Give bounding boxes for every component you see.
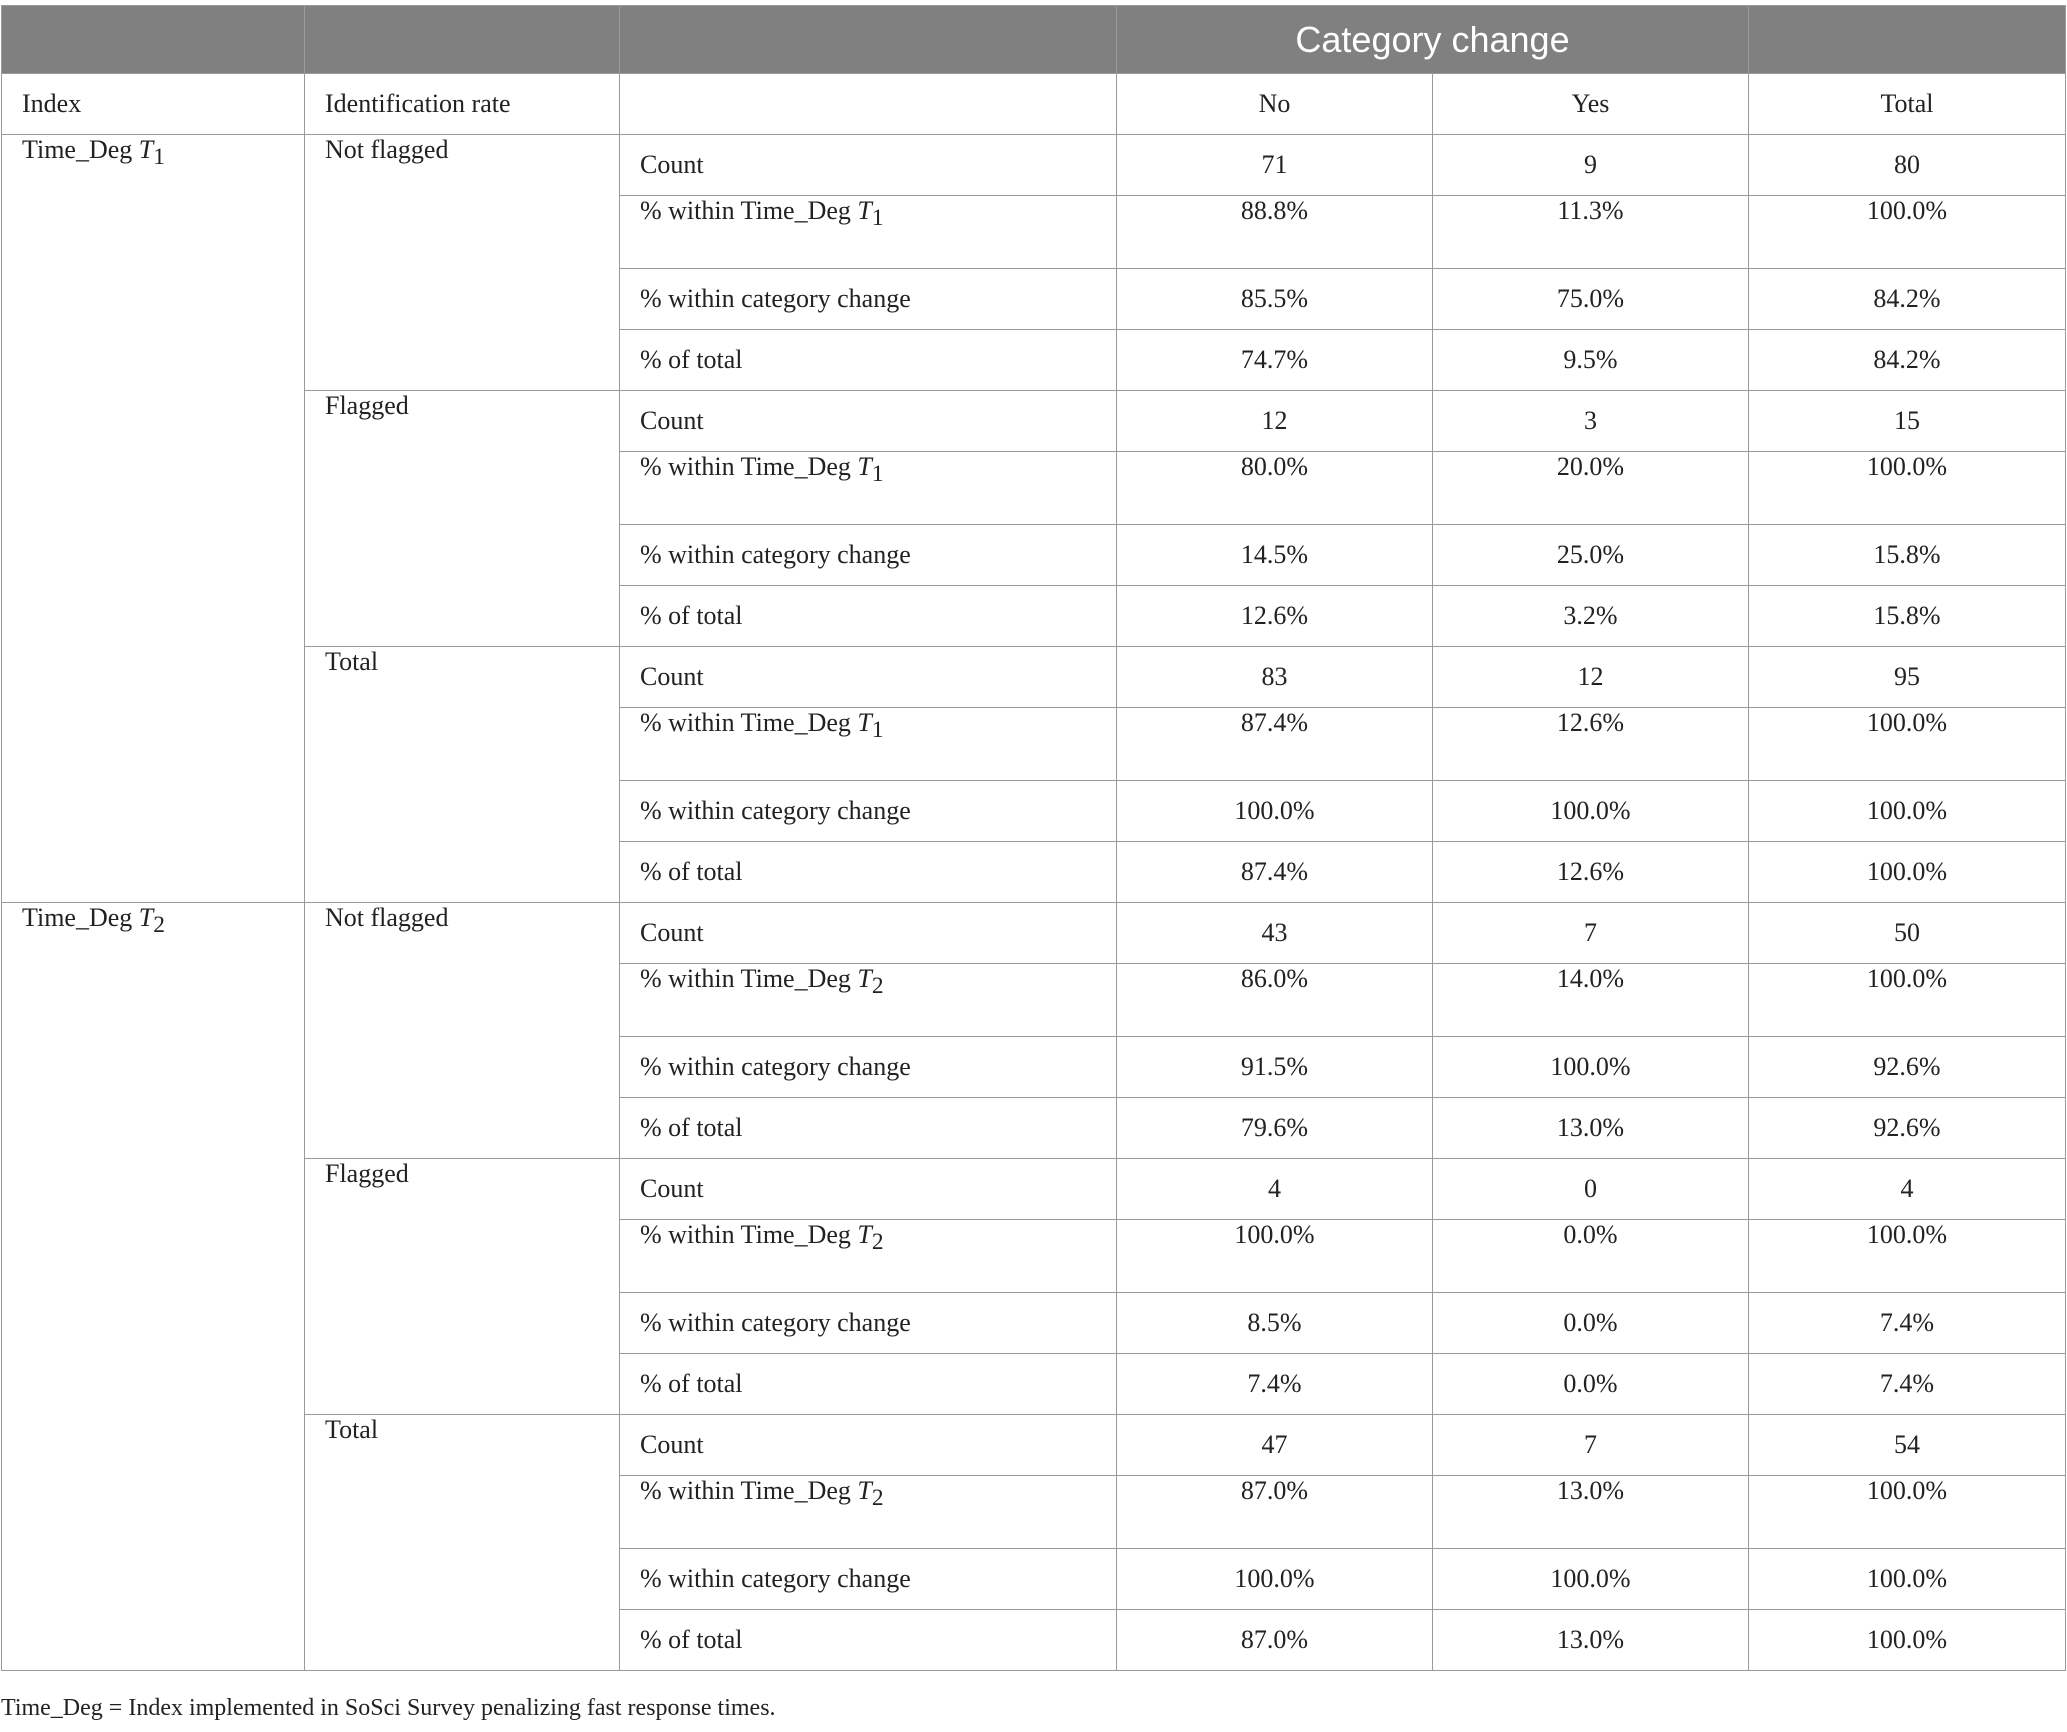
stat-label: % within category change <box>640 1564 911 1593</box>
value-cell-total: 100.0% <box>1749 452 2066 525</box>
value-cell-no: 43 <box>1117 903 1433 964</box>
value-cell-total: 100.0% <box>1749 1549 2066 1610</box>
value-cell-no: 100.0% <box>1117 1220 1433 1293</box>
value-cell-yes: 13.0% <box>1433 1098 1749 1159</box>
table-body <box>2 135 2066 1671</box>
index-subscript: 2 <box>153 911 165 938</box>
header-stat <box>620 74 1117 135</box>
table-row <box>2 903 2066 964</box>
value-cell-total: 100.0% <box>1749 708 2066 781</box>
stat-label: % within Time_Deg <box>640 964 858 993</box>
value-cell-yes: 100.0% <box>1433 1037 1749 1098</box>
value-cell-no: 87.0% <box>1117 1610 1433 1671</box>
index-variable: T <box>138 903 154 932</box>
stat-label: % within Time_Deg <box>640 1476 858 1505</box>
stat-variable: T <box>857 452 872 481</box>
value-cell-no: 100.0% <box>1117 781 1433 842</box>
value-cell-total: 84.2% <box>1749 330 2066 391</box>
stat-cell <box>620 781 1117 842</box>
value-cell-total: 15.8% <box>1749 586 2066 647</box>
value-cell-no: 4 <box>1117 1159 1433 1220</box>
value-cell-no: 91.5% <box>1117 1037 1433 1098</box>
band-empty-cell <box>1749 6 2066 74</box>
value-cell-yes: 25.0% <box>1433 525 1749 586</box>
stat-cell <box>620 586 1117 647</box>
table-footnote: Time_Deg = Index implemented in SoSci Survey penalizing fast response times. <box>1 1695 776 1721</box>
value-cell-total: 100.0% <box>1749 1476 2066 1549</box>
value-cell-total: 92.6% <box>1749 1037 2066 1098</box>
stat-label: % of total <box>640 345 743 374</box>
value-cell-total: 7.4% <box>1749 1354 2066 1415</box>
value-cell-yes: 100.0% <box>1433 781 1749 842</box>
value-cell-no: 85.5% <box>1117 269 1433 330</box>
value-cell-no: 12 <box>1117 391 1433 452</box>
value-cell-yes: 9 <box>1433 135 1749 196</box>
value-cell-total: 100.0% <box>1749 842 2066 903</box>
value-cell-total: 100.0% <box>1749 964 2066 1037</box>
crosstab-table <box>1 5 2066 1671</box>
stat-cell <box>620 903 1117 964</box>
identification-rate-cell: Flagged <box>305 1159 620 1415</box>
value-cell-no: 80.0% <box>1117 452 1433 525</box>
stat-cell <box>620 135 1117 196</box>
value-cell-total: 100.0% <box>1749 781 2066 842</box>
value-cell-yes: 12 <box>1433 647 1749 708</box>
stat-subscript: 1 <box>871 460 884 487</box>
header-total: Total <box>1749 74 2066 135</box>
stat-variable: T <box>857 964 872 993</box>
value-cell-yes: 0.0% <box>1433 1220 1749 1293</box>
value-cell-no: 7.4% <box>1117 1354 1433 1415</box>
stat-cell <box>620 525 1117 586</box>
stat-label: % within category change <box>640 1308 911 1337</box>
stat-cell <box>620 269 1117 330</box>
index-cell <box>2 135 305 903</box>
value-cell-total: 15 <box>1749 391 2066 452</box>
value-cell-no: 79.6% <box>1117 1098 1433 1159</box>
value-cell-yes: 3 <box>1433 391 1749 452</box>
stat-cell <box>620 1354 1117 1415</box>
value-cell-no: 100.0% <box>1117 1549 1433 1610</box>
index-variable: T <box>138 135 154 164</box>
value-cell-total: 80 <box>1749 135 2066 196</box>
stat-label: % of total <box>640 1113 743 1142</box>
table-row <box>2 1159 2066 1220</box>
stat-variable: T <box>857 196 872 225</box>
value-cell-total: 4 <box>1749 1159 2066 1220</box>
value-cell-no: 47 <box>1117 1415 1433 1476</box>
index-label: Time_Deg <box>22 903 139 932</box>
identification-rate-cell: Not flagged <box>305 135 620 391</box>
band-empty-cell <box>620 6 1117 74</box>
value-cell-no: 8.5% <box>1117 1293 1433 1354</box>
stat-subscript: 1 <box>871 204 884 231</box>
stat-label: Count <box>640 1430 704 1459</box>
value-cell-total: 100.0% <box>1749 1610 2066 1671</box>
stat-cell <box>620 1159 1117 1220</box>
stat-label: % within category change <box>640 796 911 825</box>
stat-label: Count <box>640 406 704 435</box>
value-cell-total: 7.4% <box>1749 1293 2066 1354</box>
value-cell-yes: 20.0% <box>1433 452 1749 525</box>
stat-subscript: 2 <box>871 1228 884 1255</box>
stat-cell <box>620 1476 1117 1549</box>
stat-cell <box>620 196 1117 269</box>
value-cell-no: 88.8% <box>1117 196 1433 269</box>
index-subscript: 1 <box>153 143 165 170</box>
stat-label: % of total <box>640 1369 743 1398</box>
stat-cell <box>620 647 1117 708</box>
value-cell-total: 54 <box>1749 1415 2066 1476</box>
table-band-row <box>2 6 2066 74</box>
stat-cell <box>620 1549 1117 1610</box>
stat-variable: T <box>857 708 872 737</box>
stat-label: Count <box>640 918 704 947</box>
stat-cell <box>620 842 1117 903</box>
value-cell-total: 100.0% <box>1749 1220 2066 1293</box>
value-cell-yes: 11.3% <box>1433 196 1749 269</box>
stat-subscript: 2 <box>871 1484 884 1511</box>
value-cell-no: 87.4% <box>1117 842 1433 903</box>
value-cell-yes: 12.6% <box>1433 842 1749 903</box>
value-cell-yes: 3.2% <box>1433 586 1749 647</box>
band-empty-cell <box>2 6 305 74</box>
value-cell-no: 14.5% <box>1117 525 1433 586</box>
value-cell-yes: 7 <box>1433 1415 1749 1476</box>
value-cell-yes: 9.5% <box>1433 330 1749 391</box>
value-cell-yes: 100.0% <box>1433 1549 1749 1610</box>
stat-cell <box>620 391 1117 452</box>
value-cell-no: 12.6% <box>1117 586 1433 647</box>
stat-label: % within category change <box>640 1052 911 1081</box>
stat-cell <box>620 330 1117 391</box>
stat-label: Count <box>640 1174 704 1203</box>
value-cell-total: 50 <box>1749 903 2066 964</box>
value-cell-yes: 14.0% <box>1433 964 1749 1037</box>
value-cell-no: 71 <box>1117 135 1433 196</box>
stat-subscript: 1 <box>871 716 884 743</box>
identification-rate-cell: Flagged <box>305 391 620 647</box>
value-cell-yes: 0.0% <box>1433 1293 1749 1354</box>
identification-rate-cell: Not flagged <box>305 903 620 1159</box>
table-row <box>2 135 2066 196</box>
stat-variable: T <box>857 1476 872 1505</box>
stat-label: % of total <box>640 857 743 886</box>
stat-label: Count <box>640 662 704 691</box>
value-cell-yes: 0 <box>1433 1159 1749 1220</box>
index-cell <box>2 903 305 1671</box>
value-cell-yes: 7 <box>1433 903 1749 964</box>
header-index: Index <box>2 74 305 135</box>
index-label: Time_Deg <box>22 135 139 164</box>
value-cell-yes: 13.0% <box>1433 1476 1749 1549</box>
header-identification-rate: Identification rate <box>305 74 620 135</box>
value-cell-no: 74.7% <box>1117 330 1433 391</box>
stat-subscript: 2 <box>871 972 884 999</box>
value-cell-yes: 0.0% <box>1433 1354 1749 1415</box>
identification-rate-cell: Total <box>305 647 620 903</box>
stat-cell <box>620 964 1117 1037</box>
value-cell-total: 92.6% <box>1749 1098 2066 1159</box>
stat-label: % of total <box>640 1625 743 1654</box>
value-cell-no: 83 <box>1117 647 1433 708</box>
stat-label: % of total <box>640 601 743 630</box>
stat-label: % within Time_Deg <box>640 452 858 481</box>
table-row <box>2 1415 2066 1476</box>
value-cell-yes: 75.0% <box>1433 269 1749 330</box>
value-cell-no: 87.0% <box>1117 1476 1433 1549</box>
band-empty-cell <box>305 6 620 74</box>
value-cell-total: 100.0% <box>1749 196 2066 269</box>
stat-cell <box>620 1037 1117 1098</box>
value-cell-no: 87.4% <box>1117 708 1433 781</box>
table-row <box>2 647 2066 708</box>
table-row <box>2 391 2066 452</box>
table-header-row <box>2 74 2066 135</box>
value-cell-total: 84.2% <box>1749 269 2066 330</box>
stat-cell <box>620 452 1117 525</box>
stat-label: % within Time_Deg <box>640 708 858 737</box>
value-cell-no: 86.0% <box>1117 964 1433 1037</box>
stat-label: % within Time_Deg <box>640 1220 858 1249</box>
stat-label: % within category change <box>640 284 911 313</box>
stat-variable: T <box>857 1220 872 1249</box>
band-title: Category change <box>1117 6 1749 74</box>
stat-cell <box>620 1415 1117 1476</box>
header-no: No <box>1117 74 1433 135</box>
stat-cell <box>620 1220 1117 1293</box>
value-cell-total: 15.8% <box>1749 525 2066 586</box>
stat-cell <box>620 1610 1117 1671</box>
value-cell-yes: 13.0% <box>1433 1610 1749 1671</box>
stat-label: % within Time_Deg <box>640 196 858 225</box>
stat-cell <box>620 708 1117 781</box>
stat-label: Count <box>640 150 704 179</box>
stat-cell <box>620 1293 1117 1354</box>
header-yes: Yes <box>1433 74 1749 135</box>
stat-label: % within category change <box>640 540 911 569</box>
value-cell-total: 95 <box>1749 647 2066 708</box>
value-cell-yes: 12.6% <box>1433 708 1749 781</box>
identification-rate-cell: Total <box>305 1415 620 1671</box>
stat-cell <box>620 1098 1117 1159</box>
